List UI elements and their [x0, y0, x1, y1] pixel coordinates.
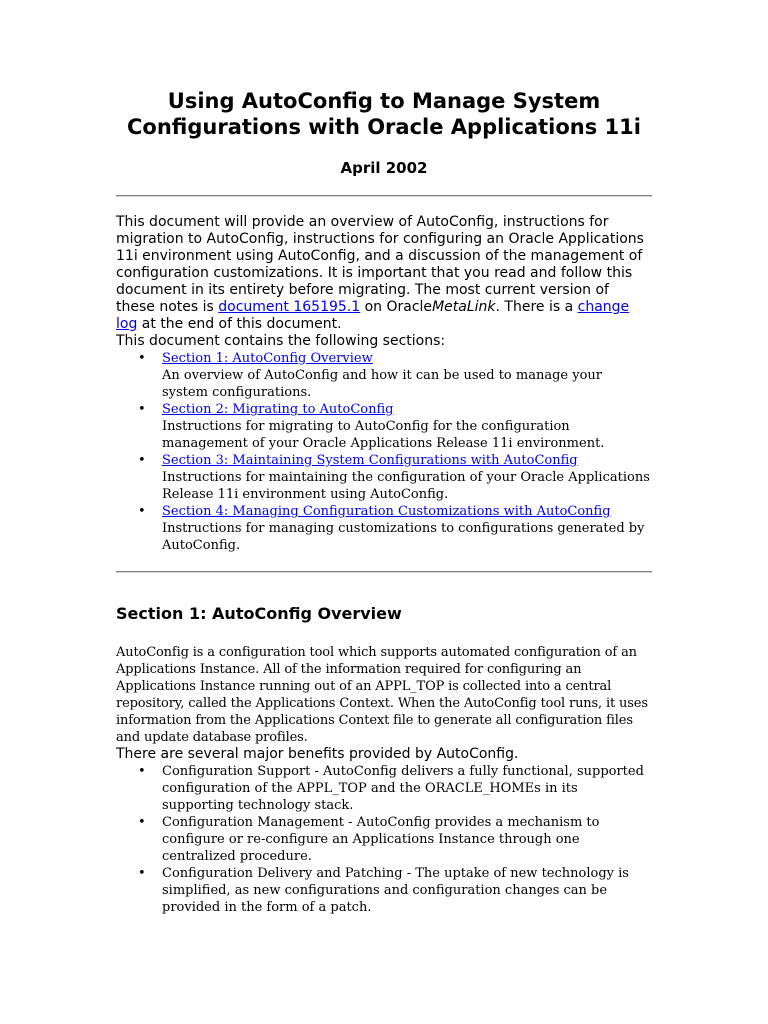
section-4-description: Instructions for managing customizations to configurations generated by AutoConfig. [162, 521, 645, 553]
intro-paragraph [116, 214, 652, 333]
section-list [116, 350, 652, 554]
intro-text-a: This document will provide an overview of AutoConfig, instructions for migration to AutoConfig, instructions for configuring an Oracle Applications 11i environment using AutoConfig, and a discussion of the management of configuration customizations. It is important that you read and follow this document in its entirety before migrating. The most current version of these notes is [116, 214, 644, 315]
section-1-heading: Section 1: AutoConfig Overview [116, 604, 402, 623]
document-body [116, 0, 652, 916]
intro-text-d: at the end of this document. [137, 316, 342, 332]
divider-middle [116, 571, 652, 573]
section-1-description: An overview of AutoConfig and how it can be used to manage your system configurations. [162, 368, 602, 400]
benefit-item: • Configuration Management - AutoConfig provides a mechanism to configure or re-configure an Applications Instance through one centralized procedure. [162, 814, 652, 865]
intro-text-b: on Oracle [360, 299, 433, 315]
section-2-description: Instructions for migrating to AutoConfig for the configuration management of your Oracle Applications Release 11i environment. [162, 419, 605, 451]
intro-text-c: . There is a [495, 299, 578, 315]
section-list-item [162, 401, 652, 452]
section-2-link[interactable]: Section 2: Migrating to AutoConfig [162, 402, 394, 417]
section-1-link[interactable]: Section 1: AutoConfig Overview [162, 351, 373, 366]
document-title: Using AutoConfig to Manage System Configurations with Oracle Applications 11i [127, 89, 641, 139]
benefit-item: • Configuration Support - AutoConfig delivers a fully functional, supported configuration of the APPL_TOP and the ORACLE_HOMEs in its supporting technology stack. [162, 763, 652, 814]
document-link[interactable]: document 165195.1 [218, 299, 361, 315]
section-3-link[interactable]: Section 3: Maintaining System Configurations with AutoConfig [162, 453, 578, 468]
section-list-item [162, 350, 652, 401]
section-4-link[interactable]: Section 4: Managing Configuration Customizations with AutoConfig [162, 504, 611, 519]
section-list-item [162, 503, 652, 554]
benefits-list [116, 763, 652, 916]
metalink-text: MetaLink [432, 299, 496, 315]
benefits-intro: There are several major benefits provided by AutoConfig. [116, 746, 519, 762]
sections-intro: This document contains the following sections: [116, 333, 446, 349]
change-log-link[interactable]: change log [116, 299, 630, 332]
section-3-description: Instructions for maintaining the configuration of your Oracle Applications Release 11i environment using AutoConfig. [162, 470, 650, 502]
autoconfig-overview-paragraph: AutoConfig is a configuration tool which supports automated configuration of an Applications Instance. All of the information required for configuring an Applications Instance running out of an APPL_TOP is collected into a central repository, called the Applications Context. When the AutoConfig tool runs, it uses information from the Applications Context file to generate all configuration files and update database profiles. [116, 645, 648, 745]
divider-top [116, 195, 652, 197]
benefit-item: • Configuration Delivery and Patching - The uptake of new technology is simplified, as new configurations and configuration changes can be provided in the form of a patch. [162, 865, 652, 916]
document-date: April 2002 [340, 159, 428, 177]
section-list-item [162, 452, 652, 503]
